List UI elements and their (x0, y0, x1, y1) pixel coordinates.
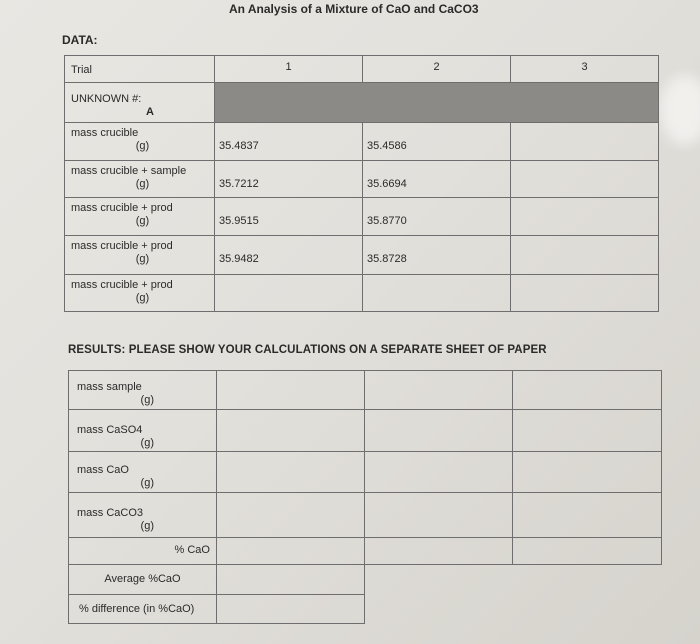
pct-cao-trial-2-cell (365, 538, 513, 565)
trial-3-header: 3 (511, 56, 659, 83)
result-trial-3-cell (513, 371, 662, 410)
row-label: mass crucible + prod (71, 279, 173, 291)
row-unit: (g) (135, 292, 150, 304)
row-label: mass crucible + prod (71, 202, 173, 214)
data-row (65, 275, 659, 312)
trial-2-value (363, 275, 511, 312)
result-trial-1-cell (217, 371, 365, 410)
pct-cao-row (69, 538, 662, 565)
row-unit: (g) (135, 178, 150, 190)
result-row (69, 371, 662, 410)
row-label-cell (65, 123, 215, 161)
result-unit: (g) (140, 437, 154, 449)
result-trial-2-cell (365, 371, 513, 410)
data-section-label: DATA: (62, 33, 98, 47)
results-heading: RESULTS: PLEASE SHOW YOUR CALCULATIONS ON A SEPARATE SHEET OF PAPER (68, 344, 547, 356)
row-unit: (g) (135, 215, 150, 227)
trial-2-value: 35.8728 (363, 236, 511, 275)
difference-label: % difference (in %CaO) (69, 595, 217, 624)
result-trial-3-cell (513, 452, 662, 493)
trial-1-header: 1 (215, 56, 363, 83)
result-unit: (g) (140, 394, 154, 406)
trial-3-value (511, 123, 659, 161)
average-value-cell (217, 565, 365, 595)
unknown-label-cell (65, 83, 215, 123)
result-label-cell (69, 493, 217, 538)
result-trial-3-cell (513, 410, 662, 452)
difference-value-cell (217, 595, 365, 624)
data-table (64, 55, 659, 312)
trial-header-row (65, 56, 659, 83)
result-label: mass sample (77, 381, 142, 393)
row-unit: (g) (135, 140, 150, 152)
data-row (65, 123, 659, 161)
trial-1-value: 35.4837 (215, 123, 363, 161)
row-label-cell (65, 275, 215, 312)
result-trial-2-cell (365, 452, 513, 493)
result-label: mass CaSO4 (77, 424, 143, 436)
trial-1-value: 35.9482 (215, 236, 363, 275)
unknown-value: A (146, 106, 154, 118)
result-label: mass CaO (77, 464, 129, 476)
results-table (68, 370, 662, 624)
trial-header-label: Trial (65, 56, 215, 83)
trial-2-value: 35.6694 (363, 161, 511, 198)
result-label-cell (69, 410, 217, 452)
row-label-cell (65, 161, 215, 198)
row-label-cell (65, 198, 215, 236)
result-row (69, 452, 662, 493)
data-row (65, 236, 659, 275)
trial-3-value (511, 275, 659, 312)
difference-row (69, 595, 662, 624)
result-label-cell (69, 371, 217, 410)
average-row (69, 565, 662, 595)
result-unit: (g) (140, 520, 154, 532)
result-trial-2-cell (365, 410, 513, 452)
result-trial-1-cell (217, 410, 365, 452)
trial-2-value: 35.8770 (363, 198, 511, 236)
result-unit: (g) (140, 477, 154, 489)
row-label: mass crucible + prod (71, 240, 173, 252)
trial-1-value: 35.9515 (215, 198, 363, 236)
trial-3-value (511, 236, 659, 275)
row-label: mass crucible (71, 127, 139, 139)
data-row (65, 198, 659, 236)
data-row (65, 161, 659, 198)
pct-cao-trial-1-cell (217, 538, 365, 565)
camera-glare (660, 75, 700, 145)
result-trial-3-cell (513, 493, 662, 538)
trial-2-value: 35.4586 (363, 123, 511, 161)
unknown-shaded-cell (215, 83, 659, 123)
trial-3-value (511, 161, 659, 198)
row-unit: (g) (135, 253, 150, 265)
row-label: mass crucible + sample (71, 165, 187, 177)
result-trial-1-cell (217, 452, 365, 493)
unknown-row (65, 83, 659, 123)
result-label: mass CaCO3 (77, 507, 144, 519)
trial-2-header: 2 (363, 56, 511, 83)
page-title: An Analysis of a Mixture of CaO and CaCO3 (229, 2, 479, 16)
average-label: Average %CaO (69, 565, 217, 595)
result-label-cell (69, 452, 217, 493)
row-label-cell (65, 236, 215, 275)
result-trial-2-cell (365, 493, 513, 538)
result-row (69, 493, 662, 538)
result-trial-1-cell (217, 493, 365, 538)
pct-cao-label: % CaO (69, 538, 217, 565)
trial-1-value (215, 275, 363, 312)
trial-3-value (511, 198, 659, 236)
trial-1-value: 35.7212 (215, 161, 363, 198)
result-row (69, 410, 662, 452)
unknown-label: UNKNOWN #: (71, 93, 142, 105)
pct-cao-trial-3-cell (513, 538, 662, 565)
